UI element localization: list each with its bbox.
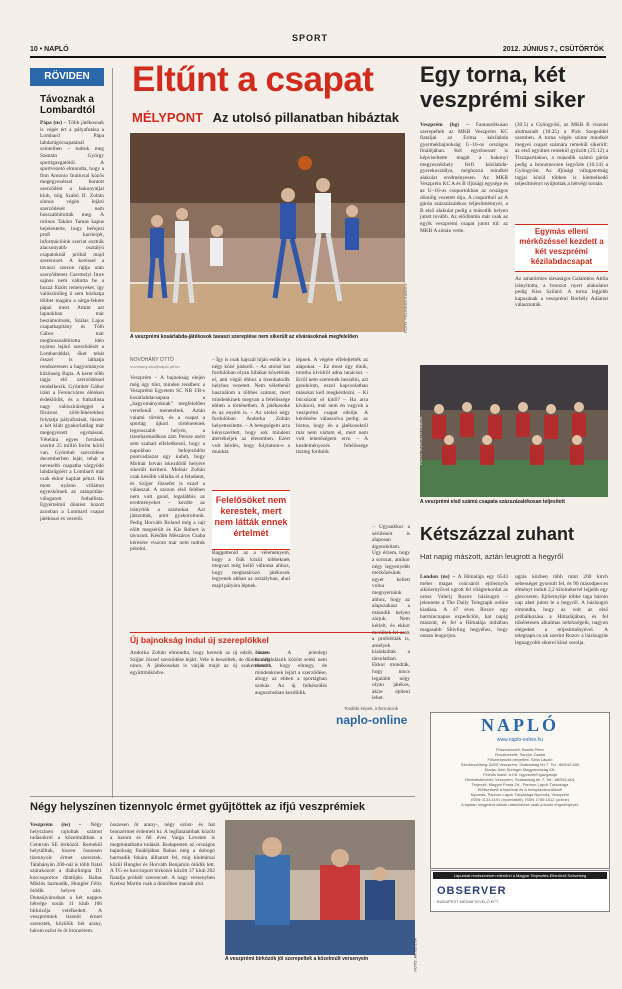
main-col-5 — [255, 650, 327, 720]
main-col-3-text: lépnek. A végére elfelejtették az alapokat. – Ez most úgy tűnik, mintha kívülről adna tanácsot. – Erről nem szeretnék beszélni, azt gondolom, ezzel kapcsolatban másokat kell megkérdezni. – Ki búcsúzott el kitől? – Ha arra kíváncsi, már nem én vagyok a veszprémi csapat edzője. A kérdésére válaszolva pedig: az biztos, hogy én a játékosoktól már nem vártam el, mert nem volt lehetőségem erre. – A kezdeményezés felelőssége tiszteg fordulót. — [296, 357, 368, 456]
observer-ad — [430, 870, 610, 912]
right-top-col-1-text: Fantasztikusan szerepeltek az MKB Veszprém KC fiataljai az Erima kézilabda gyermekbajnokság U–16-os országos fináléjában. Két egyéinessel is képviseltette magát a bakonyi megyeszékhely férfi kézilabda-gyerekosztálya, méghozzá mindkét alakulat eredményesen. Az MKB Veszprém KC A és B ifjúsági egysége és az U–16-os csoportokban az országos döntőig vezetett útja. A csoportból az A gárda százszázalékos teljesítménnyel, a B első alakulat pedig a második helyen jutott tovább. Az elődöntőn már csak az egyik veszprémi csapat jutott túl: az MKB A simán verte. — [420, 122, 508, 234]
main-callout-1: Felelősöket nem kerestek, mert nem látták ennek értelmét — [212, 490, 290, 550]
section-title: SPORT — [292, 33, 329, 43]
main-col-2-bottom — [212, 550, 290, 630]
main-col-2 — [212, 357, 290, 482]
bottom-col-2-text: összesen öt arany-, négy ezüst- és hat bronzérmet érdemelt ki. A legfiatalabbak között a harom és fél éves Varga Levente is megmutathatta tudását. Budapesten az országos bajnokság fináléjában Baltas még a dobogó harmadik fokára állhatott fel, míg klubtársai közül Hungler és Horváth Benjamin ötödik lett. A TG-es korcsoport birkózói között 37 klub 202 fiatalja próbált szerencsét. A nagy versenyben Krebsz Martin csak a döntőben maradt alul. — [110, 822, 215, 888]
main-headline: Eltűnt a csapat — [132, 60, 374, 99]
main-author: NOVOHÁNY OTTÓ — [130, 357, 174, 363]
right-top-col-2-bottom-text: Az amatőrmes társaságot Galambos Attila irányította, a bronzot nyert alakulatot pedig Kiss Szilárd. A torna legjobb kapusának a veszprémi Borbély Adámot választották. — [515, 276, 608, 309]
impressum-line: Hirdetésfelvétel: Veszprém, Szabadság tér 7. Tel.: 88/542-601 — [465, 777, 575, 782]
page-number: 10 • NAPLÓ — [30, 46, 69, 53]
impressum-line: Kiadja: Axel Springer Magyarország Kft. — [484, 767, 556, 772]
bottom-col-1-text: Négy helyszínen rajtoltak számot tudásukról a kőzelmúltban a Centrum SE birkózói. Remekül helytálltak, hiszen összesen tizennyolc érmet szereztek. Tatabányán 200-nál is több fiatal szórakozott a diákolimpia D1 korcsoportos döntőjén. Baltas Miklós harmadik, Hungler Félix ötödik helyen zárt. Dunaújvárosban a két nappos hétvége során 11 klub 106 birkózója vetélkedett. A veszprémiek tizenöt érmet szereztek, közülük hét arany, három ezüst és öt bronzérem. — [30, 822, 102, 934]
main-col-1-text: Veszprém – A bajnokság elején még úgy tűnt, minden rendben: a Veszprémi Egyetem SC NB I/B-s kosárlabdacsapata a „hagyományoknak" megfelelően veretlenül meneteltek. Aztán valami történt, és a csapat a sportág újkori történetének legrosszabb helyén, a tizenharmadikon zárt. Persze azért sem szabad elfeledkezni, hogy a napokban befejeződött pontvadászat úgy indult, hogy Molnár István iskezdődő helyére sikerült keríteni. Molnár Zoltán csak később vállalta el a feladatot, és Szijjer Józsefet is ezzel a válasszal. A szezon első felében nem volt gond, legalábbis az eredményeket – kezdte az irányítók a számokat. Azt játszottuk, amit gyakoroltunk. Pedig Horváth Roland még a rajt előtt megsérült és Kis Róbert is távozott. Később Mészáros Csaba kérésére viszont már nem tudtuk pótolni. — [130, 375, 205, 553]
main-photo-credit: FOTÓ: PÁLINKÁS KÁROLY — [403, 283, 408, 333]
right-top-col-2-bottom — [515, 276, 608, 356]
main-photo-caption: A veszprémi kosárlabda-játékosok tavaszi szereplése nem sikerült az elvárásoknak megfelelően — [130, 332, 405, 343]
impressum-lines — [435, 747, 605, 807]
impressum-line: Főszerkesztő-helyettes: Szita László — [487, 757, 553, 762]
impressum-logo: NAPLÓ — [481, 715, 559, 735]
right-top-col-1 — [420, 122, 508, 367]
sidebar-body: Több játékosnak is végét ért a pályafutása a Lombard Pápa labdarúgócsapatánál szinteiben – tudtuk meg Szentán György sportigazgatótól. A sportvezető elmondta, hogy a finn Antonio Inuituval közös megegyezéssel bontott szerződést a hakonyaljai klub, míg Szabó II. Zoltán sínnus végén lejáró szerződését nem hosszabbították meg. A rutinos Takács Tamás kapus bejelentette, hogy befejezi profi karrierjét, információink szerint osztrák alacsonyabb osztályú csapatoknál próbál majd szerencsét. A keréssel a tavaszi szezon rajtja után szerződtetett Csermelyi Imre sajnos nem váltotta be a hozzá fűzött reményeket, így valószínűleg ő sem húzhatja többet magára a sárga-fekete pápai mezt. Amint azt lapunkban már beszámoltunk, Szálas Lajos csapatkapitány és Tóth Gábor már meghosszabbította idén nyáron lejáró szerződését a Lombardddal, őket tehát ősszel is láthatja rendszeresen a hagyományos közönség Bajta. A keret több tagja elő szerződéssel rendelkezik. Gyömbér Gábor iránt a Ferencváros élénken érdeklődik, és a futballista nagy valószínűséggel a fővárosi zöld-fehérekhez folytatja pályafutását, hiszen a két klub gyakorlatilag már megegyezett egymással. Vételára egyes források szerint 25 millió forint körül van. Gyömbér szerződése decemberben lejár, tehát a nevesebb csapatba várgyódó labdarúgóért a Lombard már csak ekkor kaphat pénzt. Ha most nyáron villámot egyezkötnek az utánpótlás-válogatott futballista. Egyértelmű döntést hozott azonban a Lombard csapat játékosai és vezetői. — [40, 120, 104, 522]
bottom-rule — [30, 796, 415, 797]
bottom-headline: Négy helyszínen tizennyolc érmet gyűjtöttek az ifjú veszprémiek — [30, 801, 365, 813]
right-mid-col-1 — [420, 574, 508, 706]
impressum-line: ISSN 0133-1191 (nyomtatott), ISSN 1789-1612 (online) — [471, 797, 569, 802]
right-mid-subhead: Hat napig mászott, aztán leugrott a hegyről — [420, 552, 563, 561]
main-col-2-text: – Így is csak hajszál híján estük le a négy közé jutásról. – Az utolsó hat fordulóban olyan hibákat követtünk el, ami végül éhhez a tizenhatodik helyhez vezetett. Nem véletlenül használom a többes számot, mert mindenkinek megvan a felelőssége ebben a történetben. A játékosoké és az enyém is. – Az utolsó négy fordulóban Andorka Zoltán helyettesítette. – A betegségem arra kényszerített, hogy sok mindent átértékeljek az életemben. Ezért volt kérdés, hogy folytatom-e a munkát. — [212, 357, 290, 456]
basketball-illustration — [130, 133, 405, 343]
main-col-3b — [372, 357, 410, 437]
main-col-3 — [296, 357, 368, 627]
main-subhead-line — [132, 110, 399, 126]
main-kicker: MÉLYPONT — [132, 110, 204, 125]
right-mid-col-1-text: A Himalája egy 6543 méter magas csúcsáról ejtőernyős siklóernyővel ugrott fel világrekordot az orosz Valerij Rozov bázisugró – jelentette a The Daily Telegraph online kiadása. A 47 éves Rozov egy harmincnapos expedíción, hat napig mászott, és fel a Himalája indiában magasabb Shivling hegyéhez, hogy onnan leugorjon. — [420, 574, 508, 640]
main-col-2-bottom-text: Baggettenül az a véleményem, hogy a fiúk közül többeknek megvan még kellő váltoma ahhoz, hogy meghatározó játékosok legyenek abban az osztályban, ahol majd pályára lépnek. — [212, 550, 290, 589]
impressum-line: A lapban megjelent cikkek utánközlése csak a kiadó engedélyével. — [461, 802, 579, 807]
handball-photo-caption: A veszprémi első számú csapata százszázalékosan teljesített — [420, 499, 565, 505]
observer-ad-sub: BUDAPEST MÉDIAFIGYELŐ KFT. — [437, 899, 499, 904]
main-col-1-bottom — [130, 650, 270, 720]
sidebar-tab: RÖVIDEN — [30, 68, 104, 86]
impressum-line: Terjeszti: Magyar Posta Zrt., Pannon Lapok Társasága — [471, 782, 569, 787]
online-promo-text: További képek, információk — [343, 706, 399, 711]
main-col-4-text: – Ugyankkor a sérüléseit is alaposan átgondoltam. Úgy érzem, hogy a sorozat, amikor négy legyenyebb mérkőzésünk egyet kellett volna megnyernünk ahhoz, hogy az alapszakasz a második helyen zárjuk. Nem kérlelt, és ekkor merültek fel azok a problémák is, amelyek kialakultak a társulatban. Ekkor mondták, hogy nincs legalább négy olyan játékos, akire építeni lehet. — [372, 524, 410, 702]
right-mid-headline: Kétszázzal zuhant — [420, 524, 575, 544]
impressum-line: Rovatvezető: Sándor Csaba — [494, 752, 546, 757]
impressum-url[interactable]: www.naplo-online.hu — [496, 737, 544, 743]
right-mid-lead: London (ns) – — [420, 574, 456, 580]
main-subhead: Az utolsó pillanatban hibáztak — [212, 110, 400, 125]
sidebar-article — [40, 120, 104, 522]
bottom-col-1 — [30, 822, 102, 972]
impressum-box — [430, 712, 610, 869]
basketball-photo — [130, 133, 408, 343]
online-promo-brand[interactable]: naplo-online — [336, 713, 408, 727]
right-top-lead: Veszprém (bg) – — [420, 122, 469, 128]
handball-photo-credit: FOTÓ: HORVÁTH GÁBOR — [418, 416, 423, 465]
right-mid-col-2 — [515, 574, 608, 706]
bottom-col-2 — [110, 822, 215, 972]
impressum-line: Szerkesztőség: 8200 Veszprém, Szabadság tér 7. Tel.: 88/542-600 — [460, 762, 580, 767]
main-author-email: novohany.otto@naplo.plt.hu — [130, 364, 180, 369]
main-col-5-text: összes. A jelenlegi kosárlabdázók között senki nem mondta, hogy elmegy, de mindenkinek lejárt a szerződése, ahogy az ebben a sportágban szokás. Az új felkészülés augusztusban kezdődik. — [255, 650, 327, 696]
main-col-1-bottom-text: Andorka Zoltán elmondta, hogy keresik az új edzőt, hiszen Szijjer József szerződése lejárt. Vele is beszéltek, de döntés még nincs. A játékosokat is várják majd az új szakemberrel együttműködve. — [130, 650, 270, 676]
column-divider — [112, 68, 113, 798]
main-callout-2: Új bajnokság indul új szereplőkkel — [130, 632, 405, 647]
sidebar-lead: Pápa (ns) – — [40, 120, 67, 126]
wrestling-photo — [225, 820, 418, 972]
observer-ad-brand: OBSERVER — [437, 885, 507, 897]
bottom-lead: Veszprém (ns) – — [30, 822, 82, 828]
impressum-line: Előfizethető a kiadónál és a hírlapkézbesítőknél — [477, 787, 563, 792]
wrestling-photo-caption: A veszprémi birkózók jól szerepeltek a közelmúlt versenyein — [225, 956, 369, 962]
right-top-col-2-text: (30:5) a Gyöngyösi, az MKB B viszont alulmaradt (18:25) a Pick Szegeddel szemben. A torna végén szinte mindkét megyei csapat számára remekül sikerült: az első együttes remekül győzött (25:12) a Tiszapartiakon, a második számú gárda pedig a bronzmecsen legyőzte (16:14) a Gyöngyöst. Az ifjúsági válogatottság tagjai közül többen is kiemelkedő teljesítményt nyújtottak a hétvégi tornán. — [515, 122, 608, 188]
right-top-headline: Egy torna, két veszprémi siker — [420, 62, 586, 112]
wrestling-illustration — [225, 820, 415, 955]
header-rule — [30, 56, 606, 58]
observer-ad-text: Lapunkat rendszeresen ellenőrzi a Magyar Terjesztés-Ellenőrző Szövetség — [433, 872, 607, 879]
handball-photo — [420, 365, 608, 507]
right-top-col-2 — [515, 122, 608, 222]
impressum-line: Nyomás: Pannon Lapok Társasága Nyomda, Veszprém — [470, 792, 570, 797]
main-col-1 — [130, 375, 205, 650]
sidebar-headline: Távoznak a Lombardtól — [40, 94, 95, 116]
impressum-line: Főszerkesztő: Banfai Péter — [495, 747, 545, 752]
impressum-line: Felelős kiadó: a Kft. ügyvezető igazgatója — [483, 772, 557, 777]
right-mid-col-2-text: ugrás közben több mint 200 km/h sebességet gyorsult fel, és 90 másodperces élményt indult 2,2 kilométerrel lejjebb egy gleccseren. Ejtőernyője többé taga három nap alatt jutott le a hegyről. A bázisugró elmondta, hogy az volt az első próbálkozása a Himalájában, és fel tökéletesen alkalmas nehézségeik, nagyon elégedett a teljesítményével. A telegraph.co.uk szerint Rozov a bázisugrás legnagyobb sikerei közé sorolja. — [515, 574, 608, 646]
wrestling-photo-credit: FOTÓ: ARTEI ÉVA — [413, 938, 418, 972]
issue-date: 2012. JÚNIUS 7., CSÜTÖRTÖK — [502, 46, 604, 53]
handball-illustration — [420, 365, 608, 497]
right-top-callout: Egymás elleni mérkőzéssel kezdett a két veszprémi kézilabdacsapat — [515, 224, 608, 272]
